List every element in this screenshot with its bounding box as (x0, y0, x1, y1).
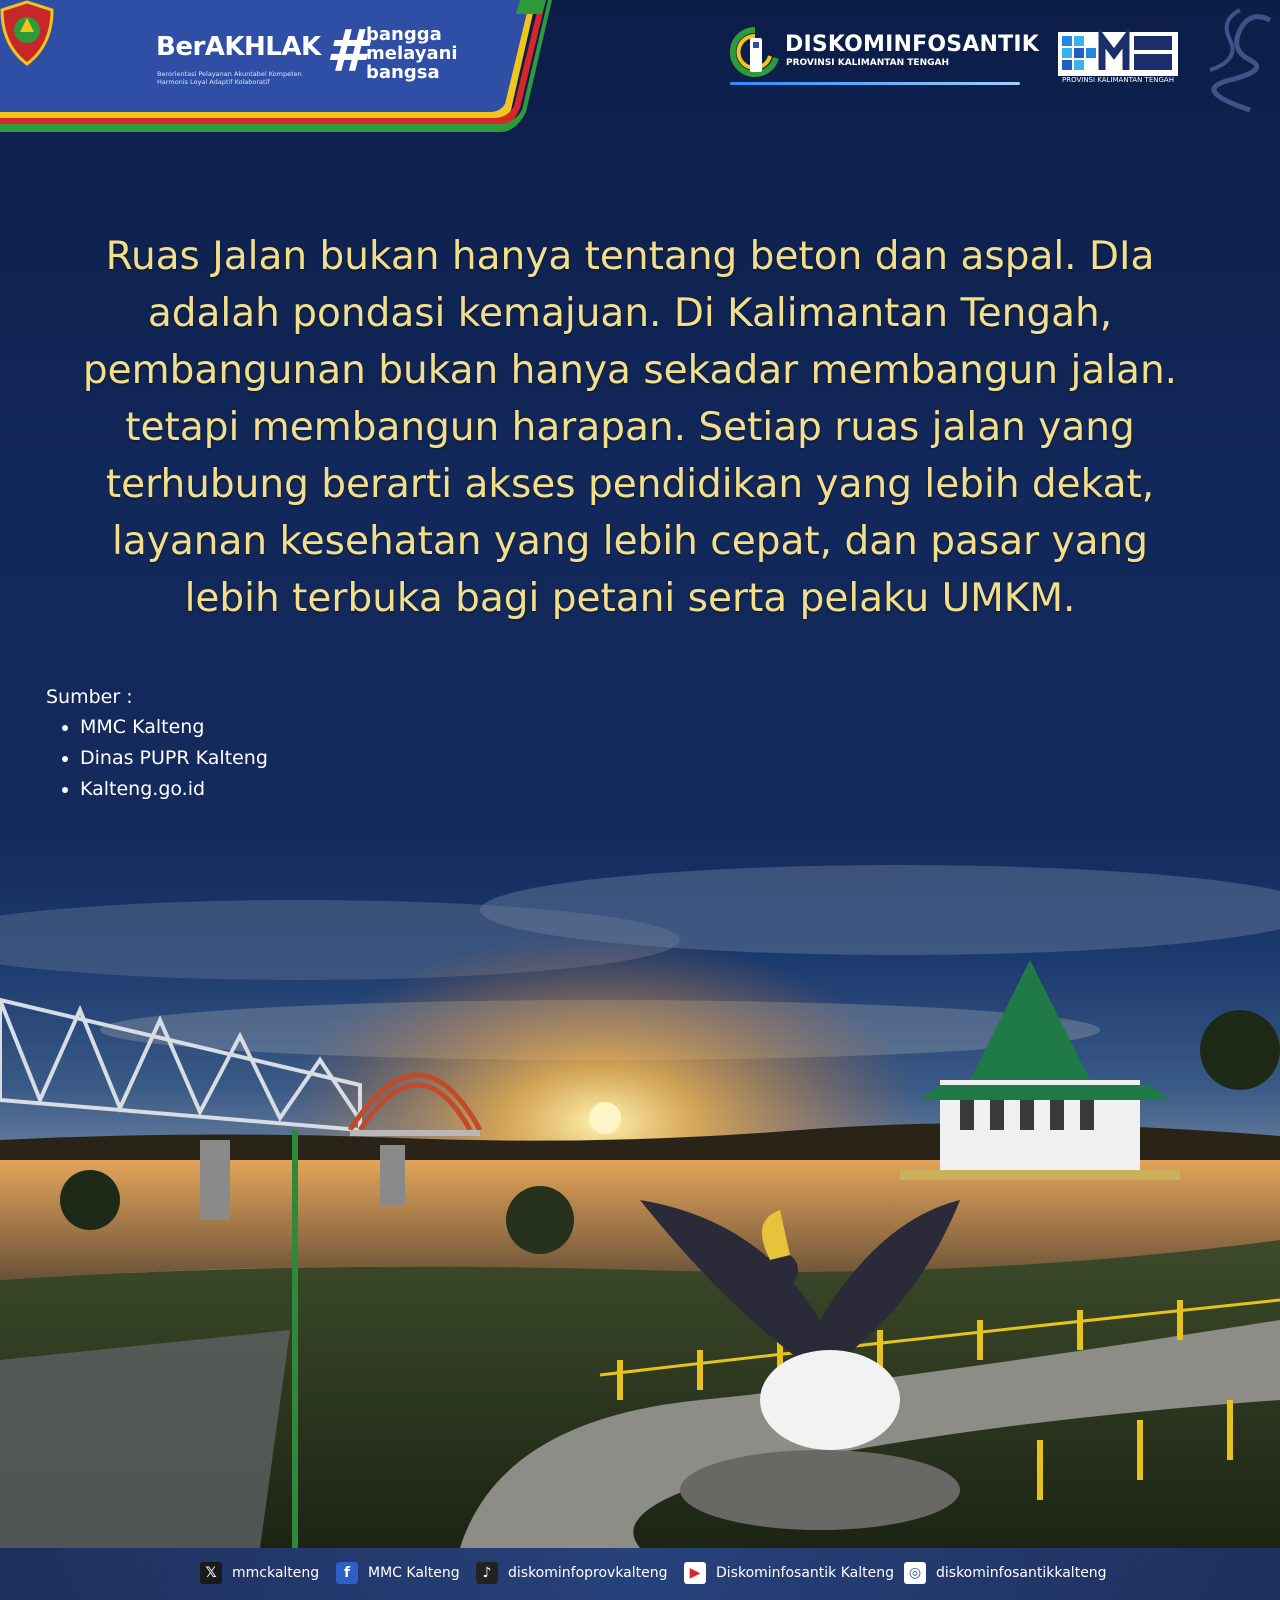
bridge-deck (350, 1130, 480, 1136)
social-label: diskominfosantikkalteng (936, 1565, 1107, 1581)
hashtag-word: melayani (366, 43, 458, 64)
diskominfosantik-subtitle: PROVINSI KALIMANTAN TENGAH (786, 58, 949, 68)
banner-shape (0, 0, 560, 135)
social-facebook[interactable] (336, 1562, 460, 1584)
source-item: • Kalteng.go.id (80, 774, 268, 805)
multimedia-center-subtitle: PROVINSI KALIMANTAN TENGAH (1062, 76, 1174, 84)
diskominfosantik-name: DISKOMINFOSANTIK (785, 32, 1039, 57)
lamp-post (292, 1130, 298, 1548)
social-instagram[interactable] (904, 1562, 1107, 1584)
facebook-icon: f (336, 1562, 358, 1584)
source-item: • MMC Kalteng (80, 712, 268, 743)
hashtag-text (366, 26, 458, 83)
social-label: mmckalteng (232, 1565, 320, 1581)
tiktok-icon: ♪ (476, 1562, 498, 1584)
social-label: Diskominfosantik Kalteng (716, 1565, 894, 1581)
x-icon: 𝕏 (200, 1562, 222, 1584)
social-label: MMC Kalteng (368, 1565, 460, 1581)
berakhlak-tagline: Berorientasi Pelayanan Akuntabel Kompeten Harmonis Loyal Adaptif Kolaboratif (157, 70, 302, 86)
hashtag-word: bangga (366, 24, 442, 45)
source-item: • Dinas PUPR Kalteng (80, 743, 268, 774)
hashtag-icon: # (326, 17, 367, 85)
divider (730, 82, 1020, 85)
tree (60, 1170, 120, 1230)
social-x[interactable] (200, 1562, 319, 1584)
tree (506, 1186, 574, 1254)
social-label: diskominfoprovkalteng (508, 1565, 668, 1581)
sources-title: Sumber : (46, 686, 133, 708)
social-tiktok[interactable] (476, 1562, 668, 1584)
rooftop (0, 1330, 290, 1548)
bridge-pier (200, 1140, 230, 1220)
sources-list (46, 682, 268, 805)
hashtag-word: bangsa (366, 62, 440, 83)
diskominfosantik-logo-icon (730, 26, 780, 80)
riverside-sunset-photo (0, 800, 1280, 1548)
sun-icon (589, 1102, 621, 1134)
social-footer (0, 1548, 1280, 1600)
bridge-pier (380, 1145, 405, 1205)
main-quote: Ruas Jalan bukan hanya tentang beton dan aspal. DIa adalah pondasi kemajuan. Di Kalimantan Tengah, pembangunan bukan hanya sekadar membangun jalan. tetapi membangun harapan. Setiap ruas jalan yang terhubung berarti akses pendidikan yang lebih dekat, layanan kesehatan yang lebih cepat, dan pasar yang lebih terbuka bagi petani serta pelaku UMKM. (82, 234, 1178, 621)
social-youtube[interactable] (684, 1562, 894, 1584)
instagram-icon: ◎ (904, 1562, 926, 1584)
tree (1200, 1010, 1280, 1090)
header-banner (0, 0, 560, 135)
berakhlak-logo-text: BerAKHLAK (156, 32, 321, 62)
sources-items (46, 712, 268, 805)
dayak-ornament-right-icon (1200, 0, 1280, 120)
youtube-icon: ▶ (684, 1562, 706, 1584)
kalteng-emblem-icon (0, 0, 54, 66)
